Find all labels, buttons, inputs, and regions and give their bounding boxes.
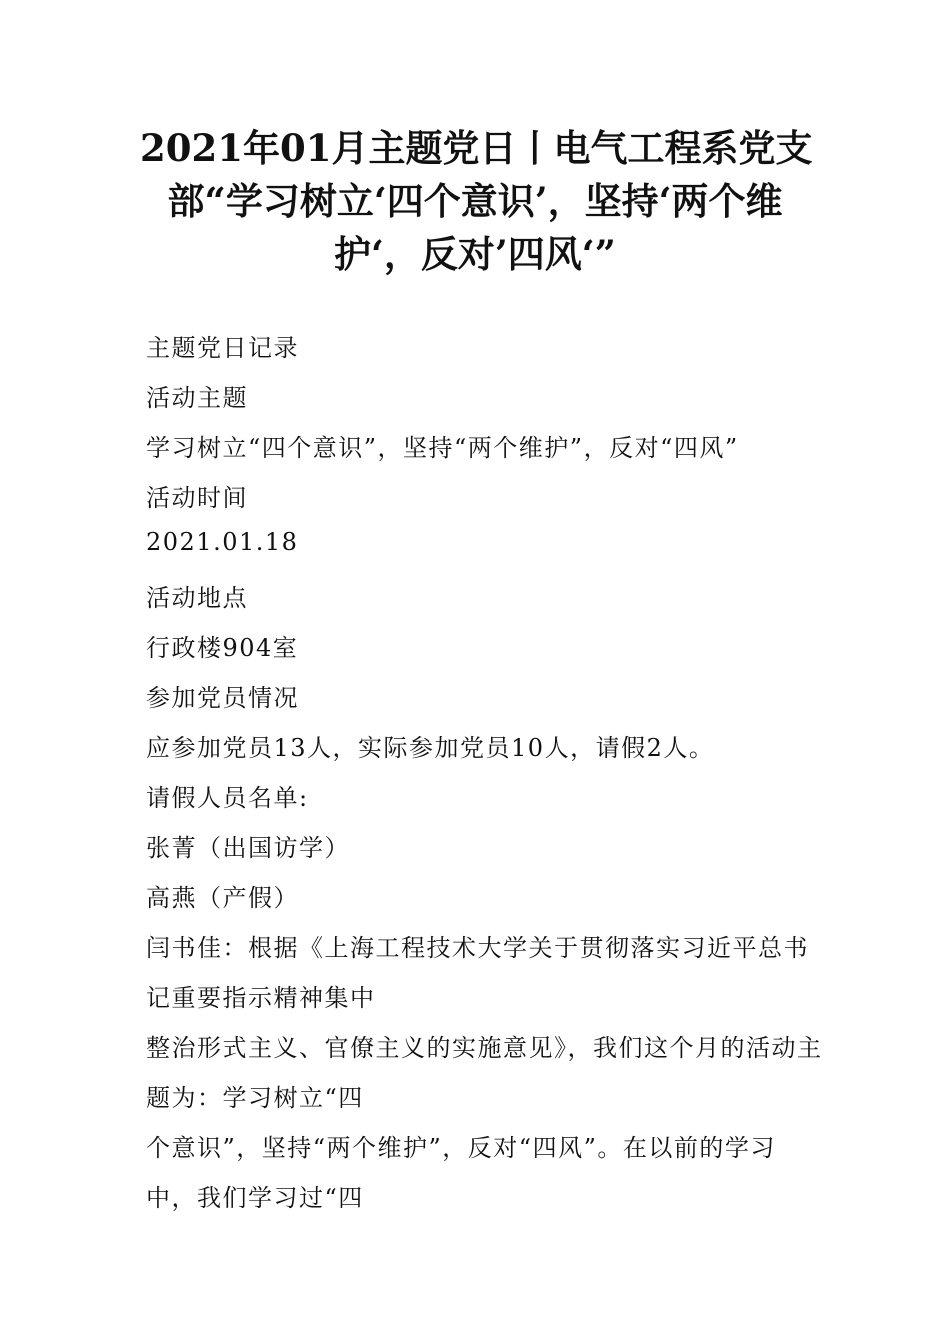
title-line-3: 护‘，反对’四风‘”	[334, 232, 616, 276]
body-paragraph-line: 闫书佳：根据《上海工程技术大学关于贯彻落实习近平总书	[146, 934, 809, 962]
title-line-2: 部“学习树立‘四个意识’，坚持‘两个维	[167, 179, 783, 223]
attendance-label: 参加党员情况	[146, 684, 299, 712]
leave-list-label: 请假人员名单:	[146, 784, 309, 812]
activity-time-value: 2021.01.18	[146, 528, 299, 556]
activity-location-label: 活动地点	[146, 584, 248, 612]
body-paragraph-line: 记重要指示精神集中	[146, 984, 376, 1012]
attendance-value: 应参加党员13人，实际参加党员10人，请假2人。	[146, 734, 715, 762]
document-title	[140, 122, 813, 281]
activity-theme-label: 活动主题	[146, 384, 248, 412]
record-heading: 主题党日记录	[146, 334, 299, 362]
leave-list-item: 高燕（产假）	[146, 884, 299, 912]
activity-location-value: 行政楼904室	[146, 634, 299, 662]
activity-theme-value: 学习树立“四个意识”，坚持“两个维护”，反对“四风”	[146, 434, 739, 462]
body-paragraph-line: 个意识”，坚持“两个维护”，反对“四风”。在以前的学习	[146, 1134, 776, 1162]
body-paragraph-line: 中，我们学习过“四	[146, 1184, 364, 1212]
activity-time-label: 活动时间	[146, 484, 248, 512]
body-paragraph-line: 整治形式主义、官僚主义的实施意见》，我们这个月的活动主	[146, 1034, 823, 1062]
title-line-1: 2021年01月主题党日丨电气工程系党支	[140, 126, 813, 170]
body-paragraph-line: 题为：学习树立“四	[146, 1084, 364, 1112]
leave-list-item: 张菁（出国访学）	[146, 834, 350, 862]
